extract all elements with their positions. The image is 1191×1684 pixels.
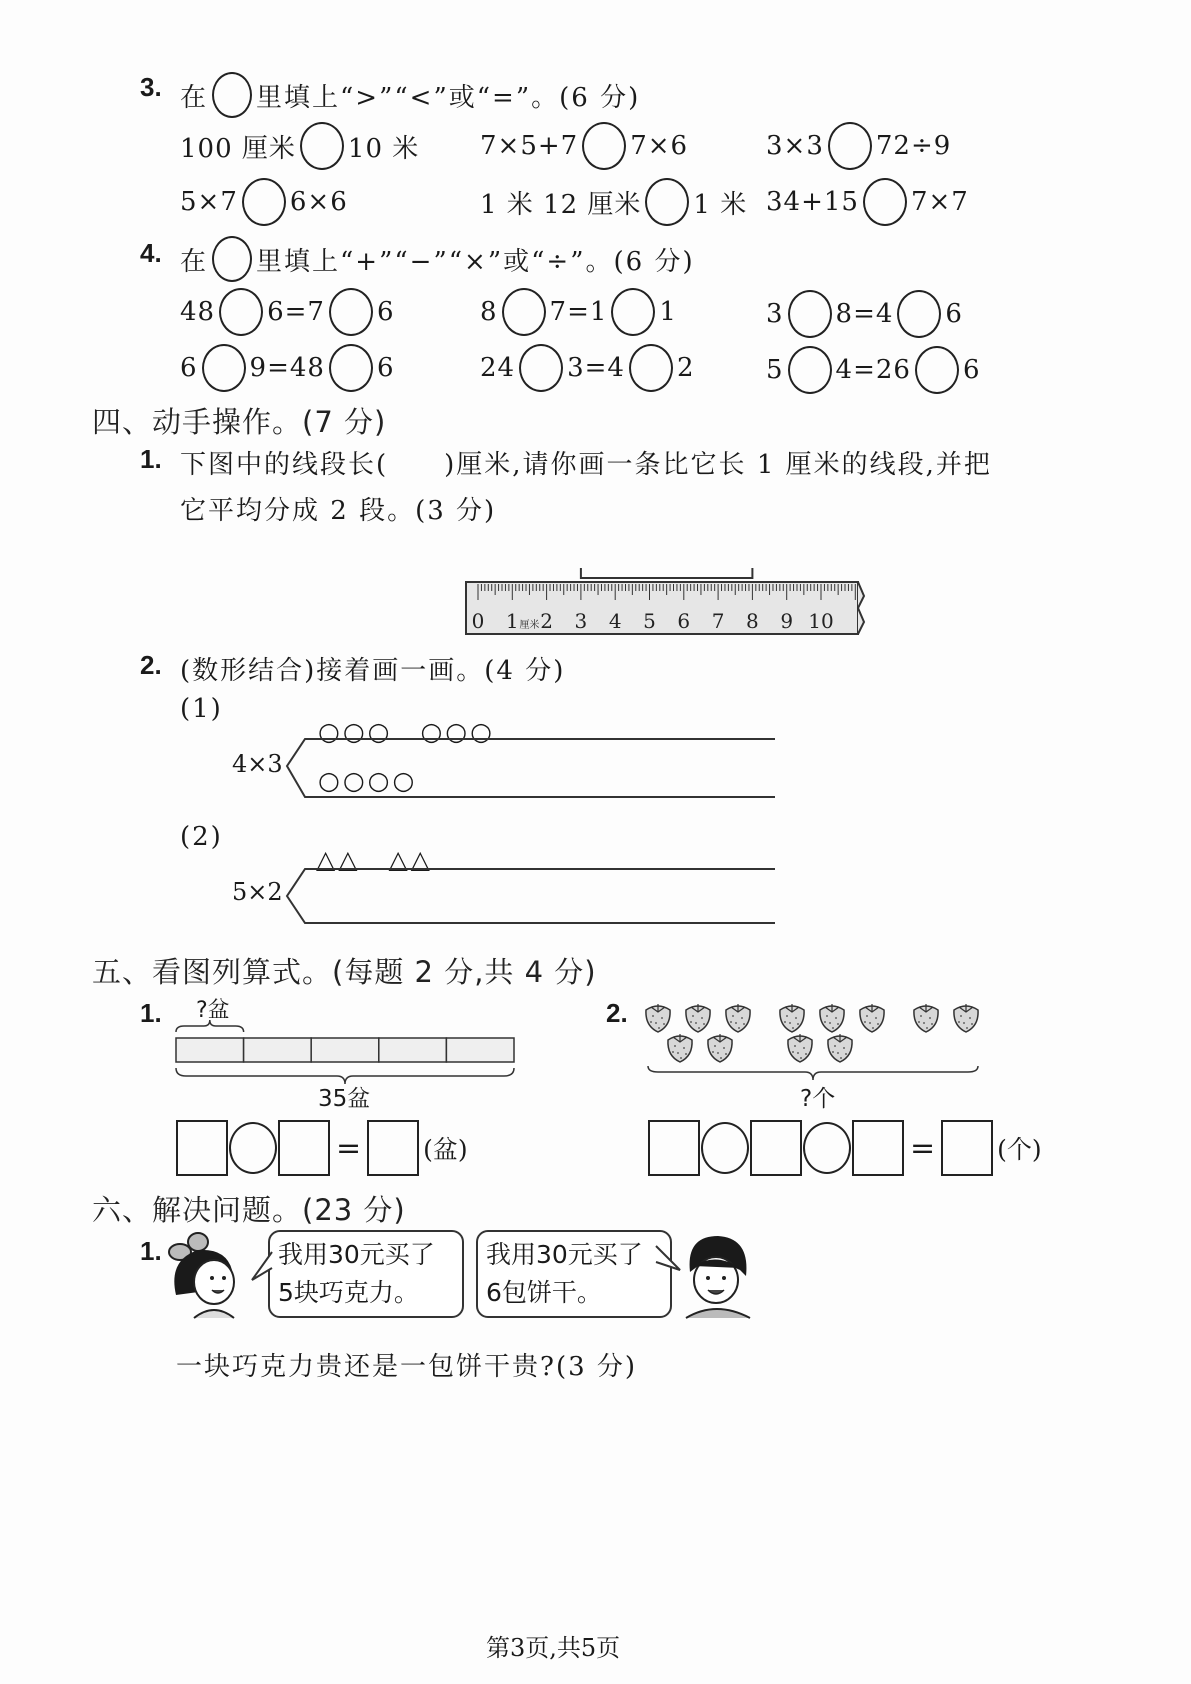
bar-segment — [176, 1038, 244, 1062]
q3-item-right: 72÷9 — [875, 131, 952, 161]
part-expression: 4×3 — [232, 750, 283, 778]
strawberry-icon — [726, 1004, 750, 1032]
q4-title-pre: 在 — [180, 246, 209, 277]
bar-segment — [446, 1038, 514, 1062]
strawberry-group — [640, 994, 990, 1084]
branch-lines — [285, 735, 785, 805]
part-label: (1) — [180, 694, 223, 724]
strawberry-icon — [668, 1034, 692, 1062]
unit-label: (盆) — [423, 1135, 468, 1164]
s4-q1-number: 1. — [140, 444, 162, 474]
q4-operand: 6=7 — [267, 297, 325, 327]
q3-item-right: 1 米 — [693, 189, 748, 220]
operator-circle[interactable] — [701, 1122, 749, 1174]
q3-item-left: 7×5+7 — [480, 131, 579, 161]
q3-item-right: 10 米 — [347, 133, 420, 164]
part-brace — [176, 1020, 244, 1032]
girl-avatar-icon — [168, 1230, 258, 1320]
q4-title — [180, 236, 695, 282]
bar-segment — [311, 1038, 379, 1062]
answer-circle[interactable] — [629, 344, 673, 392]
ruler-label: 5 — [643, 609, 656, 633]
bar-segment — [379, 1038, 447, 1062]
answer-circle[interactable] — [300, 122, 344, 170]
q3-item — [766, 122, 951, 170]
bar-segment — [244, 1038, 312, 1062]
answer-circle[interactable] — [915, 346, 959, 394]
answer-circle[interactable] — [611, 288, 655, 336]
q3-item-right: 6×6 — [289, 187, 348, 217]
ruler-label: 8 — [746, 609, 759, 633]
section6-title: 六、解决问题。(23 分) — [92, 1193, 406, 1227]
q4-operand: 8=4 — [835, 299, 894, 329]
q3-item — [480, 178, 747, 226]
total-brace — [648, 1066, 978, 1080]
strawberry-icon — [954, 1004, 978, 1032]
answer-box[interactable] — [852, 1120, 904, 1176]
q4-operand: 48 — [180, 297, 216, 327]
unit-label: (个) — [997, 1135, 1042, 1164]
answer-circle[interactable] — [329, 288, 373, 336]
q3-item-left: 34+15 — [766, 187, 859, 217]
s6-q1-question: 一块巧克力贵还是一包饼干贵?(3 分) — [176, 1352, 638, 1382]
strawberry-icon — [860, 1004, 884, 1032]
equation-1 — [176, 1120, 468, 1176]
q4-operand: 6 — [376, 353, 395, 383]
ruler-label: 3 — [574, 609, 588, 633]
q3-item — [766, 178, 969, 226]
strawberry-icon — [788, 1034, 812, 1062]
q4-operand: 3=4 — [567, 353, 625, 383]
answer-box[interactable] — [278, 1120, 330, 1176]
answer-circle[interactable] — [502, 288, 546, 336]
q4-operand: 1 — [659, 297, 677, 327]
answer-box[interactable] — [941, 1120, 993, 1176]
q3-item — [180, 178, 348, 226]
strawberry-icon — [820, 1004, 844, 1032]
operator-circle[interactable] — [803, 1122, 851, 1174]
strawberry-icon — [708, 1034, 732, 1062]
bubble-tail — [250, 1250, 274, 1290]
ruler-unit-label: 厘米 — [519, 620, 540, 631]
equals-sign: = — [910, 1130, 936, 1166]
s4-q2-title: (数形结合)接着画一画。(4 分) — [180, 656, 566, 686]
s6-q1-number: 1. — [140, 1236, 162, 1266]
bottom-shapes: ○○○○ — [318, 766, 418, 795]
q3-item — [480, 122, 688, 170]
q3-item-right: 7×7 — [910, 187, 969, 217]
s5-q1-number: 1. — [140, 998, 162, 1028]
s5-q2-number: 2. — [606, 998, 628, 1028]
q4-item — [766, 290, 963, 338]
q4-operand: 8 — [480, 297, 498, 327]
ruler-label: 2 — [540, 609, 553, 633]
q3-title-pre: 在 — [180, 82, 209, 113]
q4-item — [180, 344, 395, 392]
answer-box[interactable] — [176, 1120, 228, 1176]
answer-circle[interactable] — [828, 122, 872, 170]
q3-item-right: 7×6 — [630, 131, 689, 161]
section5-title: 五、看图列算式。(每题 2 分,共 4 分) — [92, 955, 597, 989]
answer-box[interactable] — [648, 1120, 700, 1176]
total-label: 35盆 — [318, 1086, 371, 1112]
strawberry-icon — [646, 1004, 670, 1032]
page-number: 第3页,共5页 — [486, 1634, 621, 1662]
q4-operand: 9=48 — [249, 353, 325, 383]
ruler-label: 6 — [677, 609, 691, 633]
circle-icon — [212, 72, 252, 118]
q4-operand: 4=26 — [835, 355, 911, 385]
speech-line: 我用30元买了 — [278, 1240, 435, 1269]
answer-circle[interactable] — [329, 344, 373, 392]
answer-circle[interactable] — [242, 178, 286, 226]
total-label: ?个 — [800, 1086, 836, 1112]
q4-operand: 6 — [180, 353, 198, 383]
q4-operand: 5 — [766, 355, 784, 385]
answer-circle[interactable] — [863, 178, 907, 226]
speech-line: 6包饼干。 — [486, 1278, 602, 1307]
girl-speech-bubble — [268, 1230, 464, 1318]
strawberry-icon — [780, 1004, 804, 1032]
q4-operand: 6 — [376, 297, 395, 327]
s4-q2-number: 2. — [140, 650, 162, 680]
boy-avatar-icon — [680, 1230, 760, 1320]
q3-item-left: 1 米 12 厘米 — [480, 189, 642, 220]
ruler-label: 4 — [608, 609, 622, 633]
section4-title: 四、动手操作。(7 分) — [92, 405, 387, 439]
answer-circle[interactable] — [202, 344, 246, 392]
equation-2 — [648, 1120, 1042, 1176]
q3-number: 3. — [140, 72, 162, 102]
q4-item — [480, 344, 695, 392]
answer-circle[interactable] — [519, 344, 563, 392]
strawberry-icon — [914, 1004, 938, 1032]
q3-item-left: 3×3 — [766, 131, 824, 161]
q3-title-post: 里填上“>”“<”或“=”。(6 分) — [256, 82, 641, 113]
ruler-label: 0 — [471, 609, 485, 633]
ruler-torn-edge — [858, 582, 864, 634]
answer-circle[interactable] — [582, 122, 626, 170]
answer-box[interactable] — [750, 1120, 802, 1176]
q4-item — [480, 288, 677, 336]
speech-line: 我用30元买了 — [486, 1240, 643, 1269]
speech-line: 5块巧克力。 — [278, 1278, 419, 1307]
q4-operand: 6 — [962, 355, 981, 385]
top-shapes: △△ △△ — [316, 845, 433, 874]
answer-circle[interactable] — [219, 288, 263, 336]
q4-operand: 7=1 — [549, 297, 608, 327]
part-label: (2) — [180, 822, 223, 852]
answer-circle[interactable] — [788, 346, 832, 394]
q3-title — [180, 72, 640, 118]
operator-circle[interactable] — [229, 1122, 277, 1174]
branch-lines — [285, 865, 785, 935]
q3-item-left: 5×7 — [180, 187, 238, 217]
q4-title-post: 里填上“+”“−”“×”或“÷”。(6 分) — [256, 246, 695, 277]
q3-item — [180, 122, 419, 170]
q4-item — [766, 346, 981, 394]
q4-operand: 3 — [766, 299, 784, 329]
answer-circle[interactable] — [788, 290, 832, 338]
ruler-label: 10 — [808, 609, 834, 633]
boy-speech-bubble — [476, 1230, 672, 1318]
part-expression: 5×2 — [232, 878, 283, 906]
q4-operand: 24 — [480, 353, 516, 383]
ruler-label: 1 — [505, 609, 519, 633]
q4-operand: 6 — [945, 299, 963, 329]
ruler — [460, 560, 870, 640]
part-label: ?盆 — [196, 998, 230, 1023]
circle-icon — [212, 236, 252, 282]
answer-box[interactable] — [367, 1120, 419, 1176]
answer-circle[interactable] — [645, 178, 689, 226]
s4-q1-line2: 它平均分成 2 段。(3 分) — [180, 496, 497, 526]
q4-number: 4. — [140, 238, 162, 268]
ruler-label: 7 — [711, 609, 725, 633]
strawberry-icon — [828, 1034, 852, 1062]
line-segment — [581, 568, 753, 578]
ruler-label: 9 — [780, 609, 794, 633]
q4-operand: 2 — [676, 353, 695, 383]
strawberry-icon — [686, 1004, 710, 1032]
q3-item-left: 100 厘米 — [180, 133, 296, 164]
equals-sign: = — [336, 1130, 362, 1166]
s4-q1-line1: 下图中的线段长( )厘米,请你画一条比它长 1 厘米的线段,并把 — [180, 450, 992, 480]
q4-item — [180, 288, 395, 336]
top-shapes: ○○○ ○○○ — [318, 717, 495, 746]
answer-circle[interactable] — [897, 290, 941, 338]
